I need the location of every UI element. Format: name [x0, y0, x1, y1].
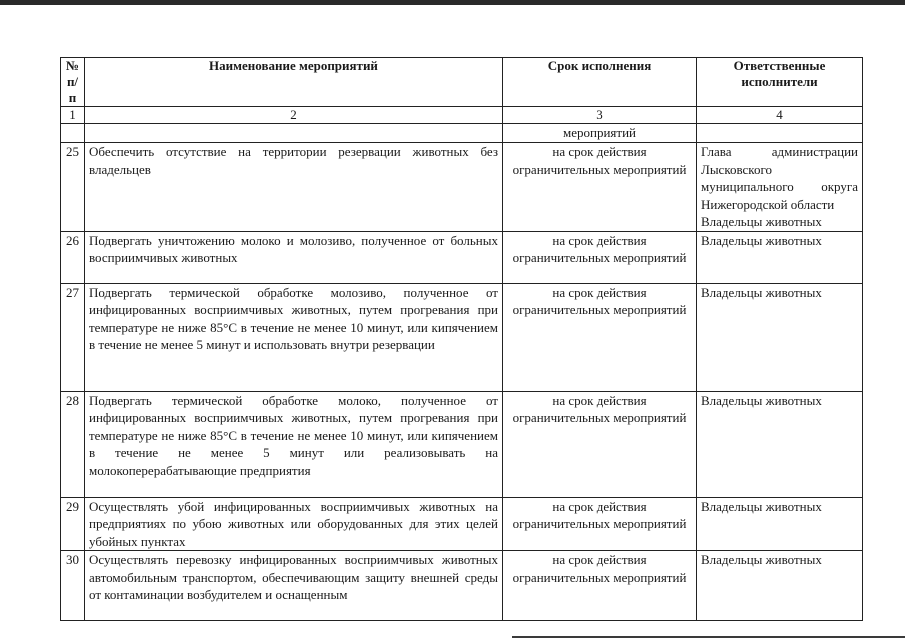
responsible-line: Нижегородской области: [701, 196, 835, 212]
column-number: 4: [697, 107, 863, 124]
row-number: 28: [61, 391, 85, 497]
deadline: на срок действия ограничительных мероприятий: [503, 391, 697, 497]
deadline: на срок действия ограничительных мероприятий: [503, 551, 697, 621]
header-number: № п/п: [61, 58, 85, 107]
table-row: [61, 497, 863, 551]
responsible: Владельцы животных: [697, 283, 863, 391]
deadline: на срок действия ограничительных мероприятий: [503, 143, 697, 232]
row-number: 29: [61, 497, 85, 551]
table-row: [61, 551, 863, 621]
header-responsible: Ответственные исполнители: [697, 58, 863, 107]
responsible: Владельцы животных: [697, 551, 863, 621]
column-number: 3: [503, 107, 697, 124]
row-number: 26: [61, 231, 85, 283]
measure-name: Подвергать уничтожению молоко и молозиво, полученное от больных восприимчивых животных: [85, 231, 503, 283]
responsible: Владельцы животных: [697, 231, 863, 283]
carryover-deadline: мероприятий: [503, 124, 697, 143]
row-number: 30: [61, 551, 85, 621]
column-number: 1: [61, 107, 85, 124]
responsible-line: Лысковского: [701, 161, 772, 177]
header-measure-name: Наименование мероприятий: [85, 58, 503, 107]
carryover-name: [85, 124, 503, 143]
deadline: на срок действия ограничительных мероприятий: [503, 283, 697, 391]
scan-edge-top: [0, 0, 905, 5]
measure-name: Осуществлять перевозку инфицированных восприимчивых животных автомобильным транспортом, обеспечивающим защиту внешней среды от контаминации возбудителем и оснащенным: [85, 551, 503, 621]
table-row: [61, 391, 863, 497]
measure-name: Обеспечить отсутствие на территории резервации животных без владельцев: [85, 143, 503, 232]
responsible: Владельцы животных: [697, 391, 863, 497]
scan-edge-bottom: [512, 636, 905, 638]
table-row: [61, 283, 863, 391]
table-header-row: [61, 58, 863, 107]
responsible: [697, 143, 863, 232]
table-row: [61, 143, 863, 232]
deadline: на срок действия ограничительных мероприятий: [503, 231, 697, 283]
measure-name: Осуществлять убой инфицированных восприимчивых животных на предприятиях по убою животных или оборудованных для этих целей убойных пунктах: [85, 497, 503, 551]
measure-name: Подвергать термической обработке молозиво, полученное от инфицированных восприимчивых животных, путем прогревания при температуре не ниже 85°С в течение не менее 10 минут, или кипячением в течение не менее 5 минут и использовать внутри резервации: [85, 283, 503, 391]
responsible-line: Глава администрации: [701, 144, 858, 159]
responsible-line: Владельцы животных: [701, 214, 822, 229]
row-number: 25: [61, 143, 85, 232]
column-number: 2: [85, 107, 503, 124]
row-number: 27: [61, 283, 85, 391]
measure-name: Подвергать термической обработке молоко, полученное от инфицированных восприимчивых животных, путем прогревания при температуре не ниже 85°С в течение не менее 10 минут, или кипячением в течение не менее 5 минут или реализовывать на молокоперерабатывающие предприятия: [85, 391, 503, 497]
carryover-responsible: [697, 124, 863, 143]
table-row: [61, 231, 863, 283]
carryover-row: [61, 124, 863, 143]
carryover-num: [61, 124, 85, 143]
header-deadline: Срок исполнения: [503, 58, 697, 107]
measures-table: [60, 57, 863, 621]
responsible: Владельцы животных: [697, 497, 863, 551]
responsible-line: муниципального округа: [701, 179, 858, 194]
deadline: на срок действия ограничительных мероприятий: [503, 497, 697, 551]
column-number-row: [61, 107, 863, 124]
